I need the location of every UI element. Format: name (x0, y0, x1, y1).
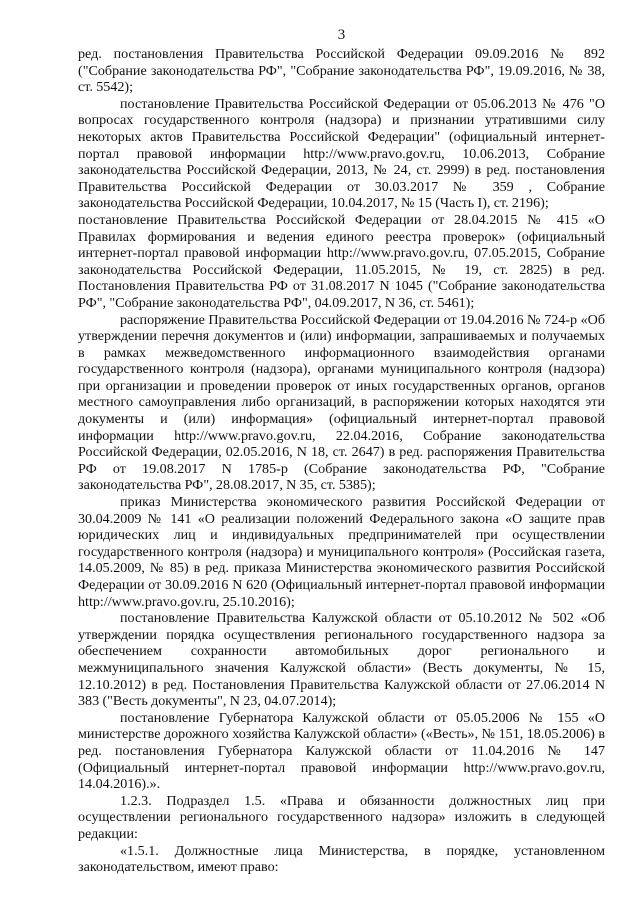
paragraph-6: постановление Правительства Калужской области от 05.10.2012 № 502 «Об утверждении порядка осуществления регионального государственного надзора за обеспечением сохранности автомобильных дорог регионального и межмуниципального значения Калужской области» (Весть документы, № 15, 12.10.2012) в ред. Постановления Правительства Калужской области от 27.06.2014 N 383 ("Весть документы", N 23, 04.07.2014); (78, 610, 605, 710)
page-number: 3 (337, 27, 346, 43)
paragraph-1: ред. постановления Правительства Российской Федерации 09.09.2016 № 892 ("Собрание законодательства РФ", "Собрание законодательства РФ", 19.09.2016, № 38, ст. 5542); (78, 46, 605, 96)
paragraph-3: постановление Правительства Российской Федерации от 28.04.2015 № 415 «О Правилах формирования и ведения единого реестра проверок» (официальный интернет-портал правовой информации http://www.pravo.gov.ru, 07.05.2015, Собрание законодательства Российской Федерации, 11.05.2015, № 19, ст. 2825) в ред. Постановления Правительства РФ от 31.08.2017 N 1045 ("Собрание законодательства РФ", "Собрание законодательства РФ", 04.09.2017, N 36, ст. 5461); (78, 211, 605, 311)
paragraph-2: постановление Правительства Российской Федерации от 05.06.2013 № 476 "О вопросах государственного контроля (надзора) и признании утратившими силу некоторых актов Правительства Российской Федерации" (официальный интернет-портал правовой информации http://www.pravo.gov.ru, 10.06.2013, Собрание законодательства Российской Федерации, 2013, № 24, ст. 2999) в ред. постановления Правительства Российской Федерации от 30.03.2017 № 359 , Собрание законодательства Российской Федерации, 10.04.2017, № 15 (Часть I), ст. 2196); (78, 95, 605, 212)
paragraph-4: распоряжение Правительства Российской Федерации от 19.04.2016 № 724-р «Об утверждении перечня документов и (или) информации, запрашиваемых и получаемых в рамках межведомственного информационного взаимодействия органами государственного контроля (надзора), органами муниципального контроля (надзора) при организации и проведении проверок от иных государственных органов, органов местного самоуправления либо организаций, в распоряжении которых находятся эти документы и (или) информация» (официальный интернет-портал правовой информации http://www.pravo.gov.ru, 22.04.2016, Собрание законодательства Российской Федерации, 02.05.2016, N 18, ст. 2647) в ред. распоряжения Правительства РФ от 19.08.2017 N 1785-р (Собрание законодательства РФ, "Собрание законодательства РФ", 28.08.2017, N 35, ст. 5385); (78, 311, 605, 494)
paragraph-5: приказ Министерства экономического развития Российской Федерации от 30.04.2009 № 141 «О реализации положений Федерального закона «О защите прав юридических лиц и индивидуальных предпринимателей при осуществлении государственного контроля (надзора) и муниципального контроля» (Российская газета, 14.05.2009, № 85) в ред. приказа Министерства экономического развития Российской Федерации от 30.09.2016 N 620 (Официальный интернет-портал правовой информации http://www.pravo.gov.ru, 25.10.2016); (78, 494, 605, 610)
paragraph-7: постановление Губернатора Калужской области от 05.05.2006 № 155 «О министерстве дорожного хозяйства Калужской области» («Весть», № 151, 18.05.2006) в ред. постановления Губернатора Калужской области от 11.04.2016 № 147 (Официальный интернет-портал правовой информации http://www.pravo.gov.ru, 14.04.2016).». (78, 709, 605, 793)
paragraph-8: 1.2.3. Подраздел 1.5. «Права и обязанности должностных лиц при осуществлении регионального государственного надзора» изложить в следующей редакции: (78, 792, 605, 842)
paragraph-9: «1.5.1. Должностные лица Министерства, в порядке, установленном законодательством, имеют право: (78, 842, 605, 876)
